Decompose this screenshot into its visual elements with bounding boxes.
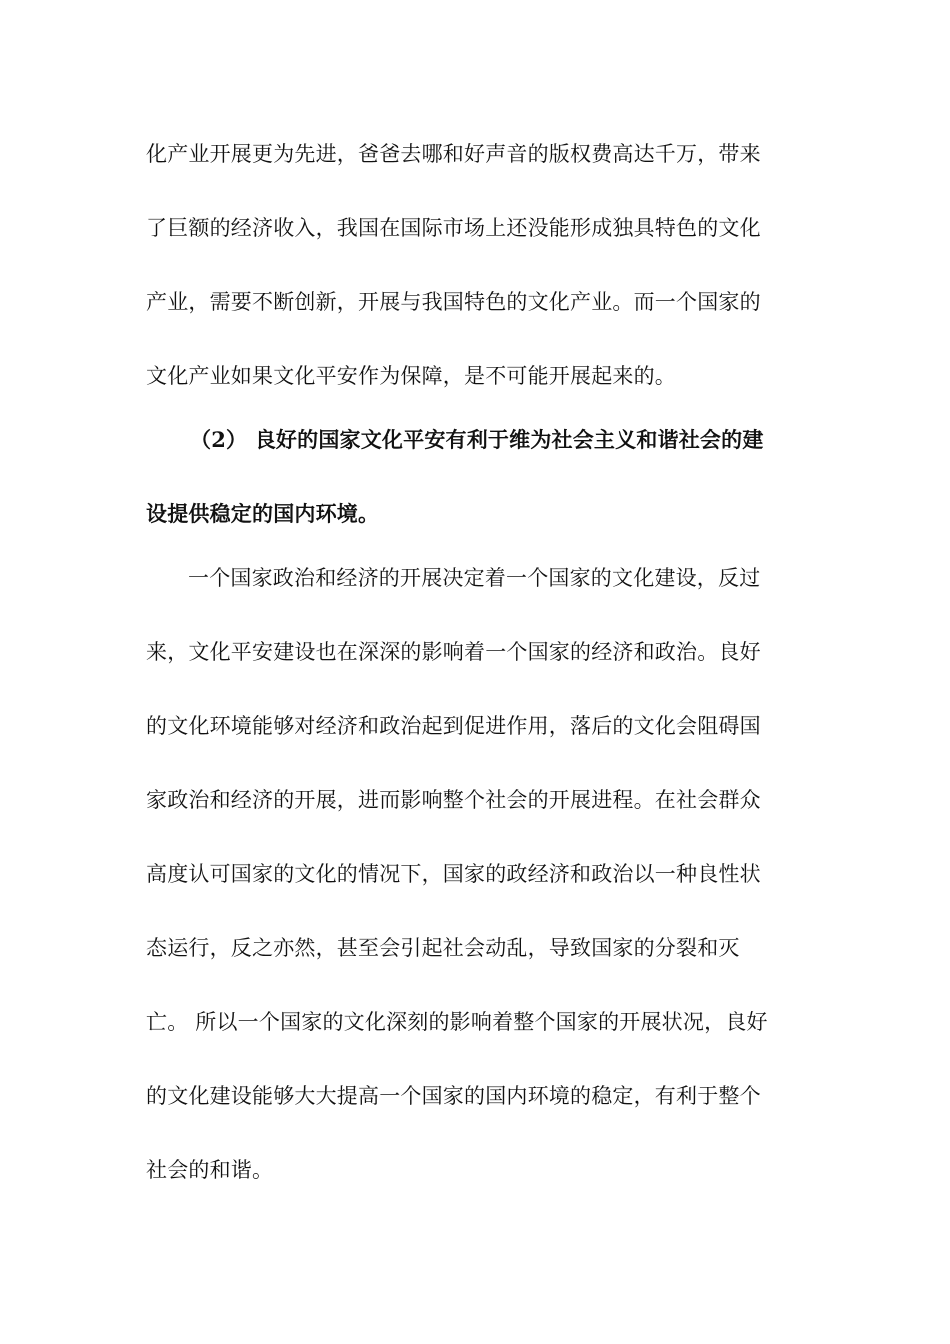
paragraph-line: 的文化环境能够对经济和政治起到促进作用，落后的文化会阻碍国	[146, 714, 761, 738]
paragraph-line: 了巨额的经济收入，我国在国际市场上还没能形成独具特色的文化	[146, 216, 761, 240]
paragraph-line: 态运行，反之亦然，甚至会引起社会动乱，导致国家的分裂和灭	[146, 936, 740, 960]
section-heading-line: 设提供稳定的国内环境。	[146, 501, 380, 526]
paragraph-line: 亡。 所以一个国家的文化深刻的影响着整个国家的开展状况，良好	[146, 1010, 768, 1034]
paragraph-line: 家政治和经济的开展，进而影响整个社会的开展进程。在社会群众	[146, 788, 761, 812]
paragraph-line: 社会的和谐。	[146, 1158, 274, 1182]
paragraph-line: 来，文化平安建设也在深深的影响着一个国家的经济和政治。良好	[146, 640, 761, 664]
paragraph-line: 高度认可国家的文化的情况下，国家的政经济和政治以一种良性状	[146, 862, 761, 886]
paragraph-line: 化产业开展更为先进，爸爸去哪和好声音的版权费高达千万，带来	[146, 142, 761, 166]
paragraph-line: 产业，需要不断创新，开展与我国特色的文化产业。而一个国家的	[146, 290, 761, 314]
section-heading-line: （2） 良好的国家文化平安有利于维为社会主义和谐社会的建	[190, 427, 764, 452]
paragraph-line: 文化产业如果文化平安作为保障，是不可能开展起来的。	[146, 364, 676, 388]
paragraph-line: 的文化建设能够大大提高一个国家的国内环境的稳定，有利于整个	[146, 1084, 761, 1108]
paragraph-line: 一个国家政治和经济的开展决定着一个国家的文化建设，反过	[188, 566, 761, 590]
